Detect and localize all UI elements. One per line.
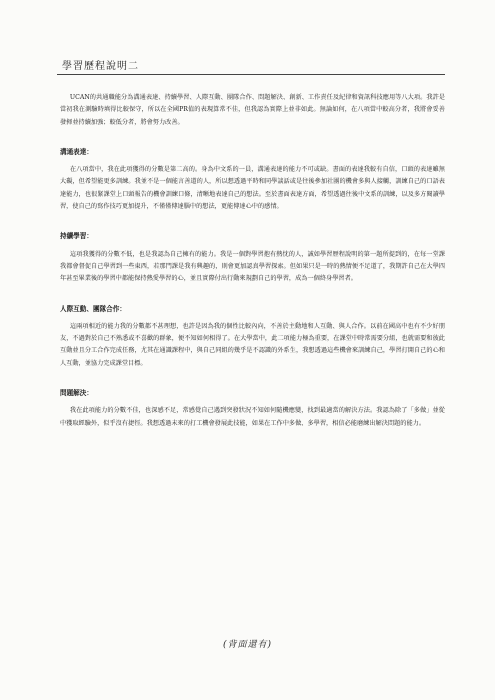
title-underline	[57, 74, 445, 75]
section-interpersonal-teamwork	[60, 303, 445, 370]
intro-paragraph: UCAN的共通職能分為溝通表達、持續學習、人際互動、團隊合作、問題解決、創新、工作責任及紀律和資訊科技應用等八大項。我許是當初我在測驗時填得比較保守，所以在全國PR值的表現算常不佳，但我認為實際上並非如此。無論如何，在八項當中較高分者，我將會妥善發揮並持續加強；較低分者，將會努力改善。	[60, 94, 445, 126]
section-problem-solving	[60, 387, 445, 430]
section-body: 我在此項能力的分數不佳，也深感不足，常感覺自己遇到突發狀況不知如何隨機應變，找到最適當的解決方法。我認為除了「多做」並從中獲取經驗外，似乎沒有捷徑。我想透過未來的打工機會發展此技能，如果在工作中多做、多學習，相信必能磨練出解決問題的能力。	[60, 407, 445, 427]
section-body: 這兩項相近的能力我的分數都不甚理想，也許是因為我的個性比較內向，不善於主動地和人互動、與人合作。以前在國高中也有不少好朋友，不過對於自己不熟悉或不喜歡的群象，便不知如何相得了。在大學當中，此二項能力極為重要，在課堂中時常需要分組，也就需要和彼此互動並且分工合作完成任務，尤其在通識課程中，與自己同組的幾乎是不認識的外系生，我想透過這些機會來訓練自己，學習打開自己的心和人互動，並協力完成課堂目標。	[60, 322, 445, 367]
section-heading: 人際互動、團隊合作：	[60, 304, 126, 313]
section-body: 在八項當中，我在此項獲得的分數是第二高的。身為中文系的一員，溝通表達的能力不可或缺。書面的表達我較有自信，口頭的表達雖無大礙，但希望能更多訓練。我並不是一個能言善道的人，所以想透過平時和同學談話或是往後參加社團的機會多與人接觸，訓練自己的口語表達能力，也很緊課堂上口頭報告的機會訓練口條，清晰地表達自己的想法。至於書面表達方面，希望透過往後中文系的訓練，以及多方閱讀學習，使自己的寫作技巧更加提升，不僅僅傳達腦中的想法，更能傳達心中的感情。	[60, 166, 445, 211]
page-title: 學習歷程說明二	[62, 61, 139, 72]
document-body	[60, 92, 445, 430]
handwritten-continued-note: (背面還有)	[222, 640, 273, 650]
section-heading: 問題解決：	[60, 389, 93, 398]
section-heading: 溝通表達：	[60, 147, 93, 156]
section-heading: 持續學習：	[60, 232, 93, 241]
section-communication	[60, 146, 445, 213]
section-body: 這項我獲得的分數不低，也是我認為自己擁有的能力。我是一個對學習抱有熱忱的人，誠如學習歷程說明的第一題所提到的，在每一堂課我都會督促自己學習到一些東西，若那門課是我有興趣的，則會更加認真學習探索。但如果只是一時的熱情便不足道了，我期許自己在大學四年甚至畢業後的學習中都能保持熱愛學習的心，並且實際付出行動來規劃自己的學習，成為一個終身學習者。	[60, 250, 445, 283]
section-continuous-learning	[60, 230, 445, 285]
